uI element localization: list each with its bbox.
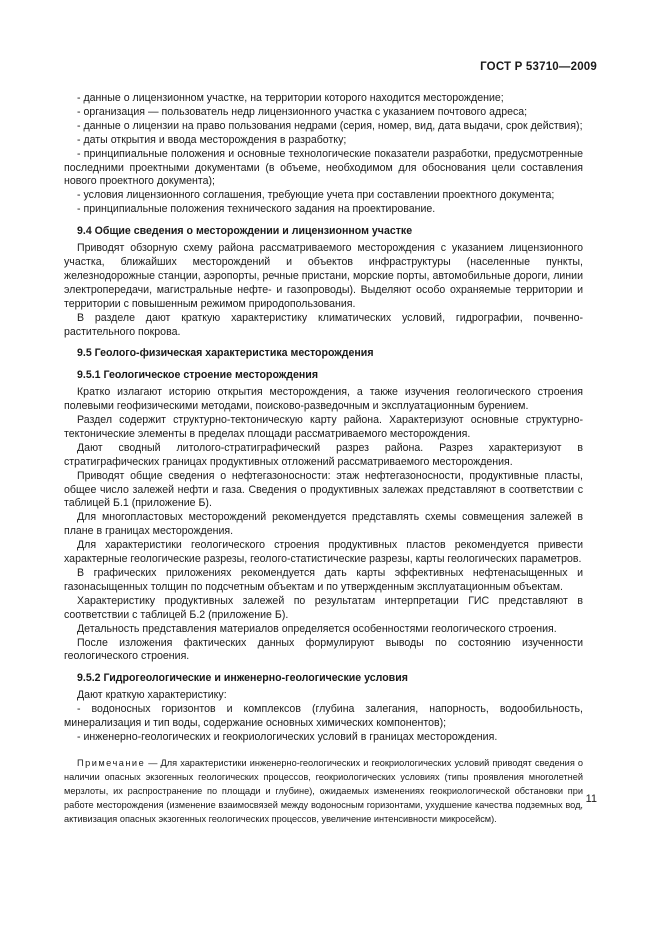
paragraph: Характеристику продуктивных залежей по результатам интерпретации ГИС представляют в соответствии с таблицей Б.2 (приложение Б). — [64, 594, 583, 621]
list-item: - принципиальные положения технического задания на проектирование. — [77, 203, 436, 216]
paragraph: В разделе дают краткую характеристику климатических условий, гидрографии, почвенно-растительного покрова. — [64, 311, 583, 338]
paragraph: Детальность представления материалов определяется особенностями геологического строения. — [77, 622, 557, 635]
list-item: - водоносных горизонтов и комплексов (глубина залегания, напорность, водообильность, минерализация и тип воды, содержание основных химических компонентов); — [64, 703, 583, 730]
paragraph: Для многопластовых месторождений рекомендуется представлять схемы совмещения залежей в плане в границах месторождения. — [64, 511, 583, 538]
paragraph: После изложения фактических данных формулируют выводы по состоянию изученности геологического строения. — [64, 636, 583, 663]
list-item: - принципиальные положения и основные технологические показатели разработки, предусмотренные последними проектными документами (в объеме, необходимом для обоснования цели составления нового проектного документа); — [64, 147, 583, 188]
list-item: - инженерно-геологических и геокриологических условий в границах месторождения. — [77, 730, 498, 743]
section-heading-9-4: 9.4 Общие сведения о месторождении и лицензионном участке — [77, 225, 413, 238]
paragraph: Приводят общие сведения о нефтегазоносности: этаж нефтегазоносности, продуктивные пласты, общее число залежей нефти и газа. Сведения о продуктивных залежах представляют в соответствии с таблицей Б.1 (приложение Б). — [64, 469, 583, 510]
document-body — [64, 92, 583, 826]
list-item: - данные о лицензии на право пользования недрами (серия, номер, вид, дата выдачи, срок действия); — [77, 119, 583, 132]
paragraph: Приводят обзорную схему района рассматриваемого месторождения с указанием лицензионного участка, ближайших месторождений и объектов инфраструктуры (населенные пункты, железнодорожные станции, аэропорты, речные пристани, морские порты, автомобильные дороги, линии электропередачи, магистральные нефте- и газопроводы). Выделяют особо охраняемые территории и территории с повышенным режимом природопользования. — [64, 242, 583, 310]
section-heading-9-5-2: 9.5.2 Гидрогеологические и инженерно-геологические условия — [77, 672, 408, 685]
document-header: ГОСТ Р 53710—2009 — [480, 61, 597, 73]
list-item: - данные о лицензионном участке, на территории которого находится месторождение; — [77, 92, 504, 104]
section-heading-9-5: 9.5 Геолого-физическая характеристика месторождения — [77, 347, 374, 360]
note — [64, 757, 583, 827]
list-item: - условия лицензионного соглашения, требующие учета при составлении проектного документа; — [77, 189, 555, 202]
paragraph: Для характеристики геологического строения продуктивных пластов рекомендуется привести характерные геологические разрезы, геолого-статистические разрезы, карты геологических параметров. — [64, 539, 583, 566]
note-text: — Для характеристики инженерно-геологических и геокриологических условий приводят сведения о наличии опасных экзогенных геологических процессов, геокриологических условиях (типы проявления многолетней мерзлоты, их распространение по площади и глубине), ожидаемых изменениях геокриологической обстановки при работе месторождения (изменение взаимосвязей между водоносным горизонтами, ухудшение качества подземных вод, активизация опасных экзогенных геологических процессов, увеличение интенсивности микросейсм). — [64, 757, 583, 824]
paragraph: Дают сводный литолого-стратиграфический разрез района. Разрез характеризуют в стратиграфических границах продуктивных отложений рассматриваемого месторождения. — [64, 441, 583, 468]
page-number: 11 — [585, 793, 597, 805]
paragraph: В графических приложениях рекомендуется дать карты эффективных нефтенасыщенных и газонасыщенных толщин по подсчетным объектам и по утвержденным эксплуатационным объектам. — [64, 567, 583, 593]
list-item: - организация — пользователь недр лицензионного участка с указанием почтового адреса; — [77, 105, 528, 118]
paragraph: Дают краткую характеристику: — [77, 689, 227, 702]
list-item: - даты открытия и ввода месторождения в разработку; — [77, 133, 347, 146]
paragraph: Раздел содержит структурно-тектоническую карту района. Характеризуют основные структурно-тектонические элементы в пределах площади рассматриваемого месторождения. — [64, 414, 583, 440]
note-label: Примечание — [77, 757, 146, 768]
paragraph: Кратко излагают историю открытия месторождения, а также изучения геологического строения полевыми геофизическими методами, поисково-разведочным и эксплуатационным бурением. — [64, 386, 583, 413]
section-heading-9-5-1: 9.5.1 Геологическое строение месторождения — [77, 369, 319, 382]
